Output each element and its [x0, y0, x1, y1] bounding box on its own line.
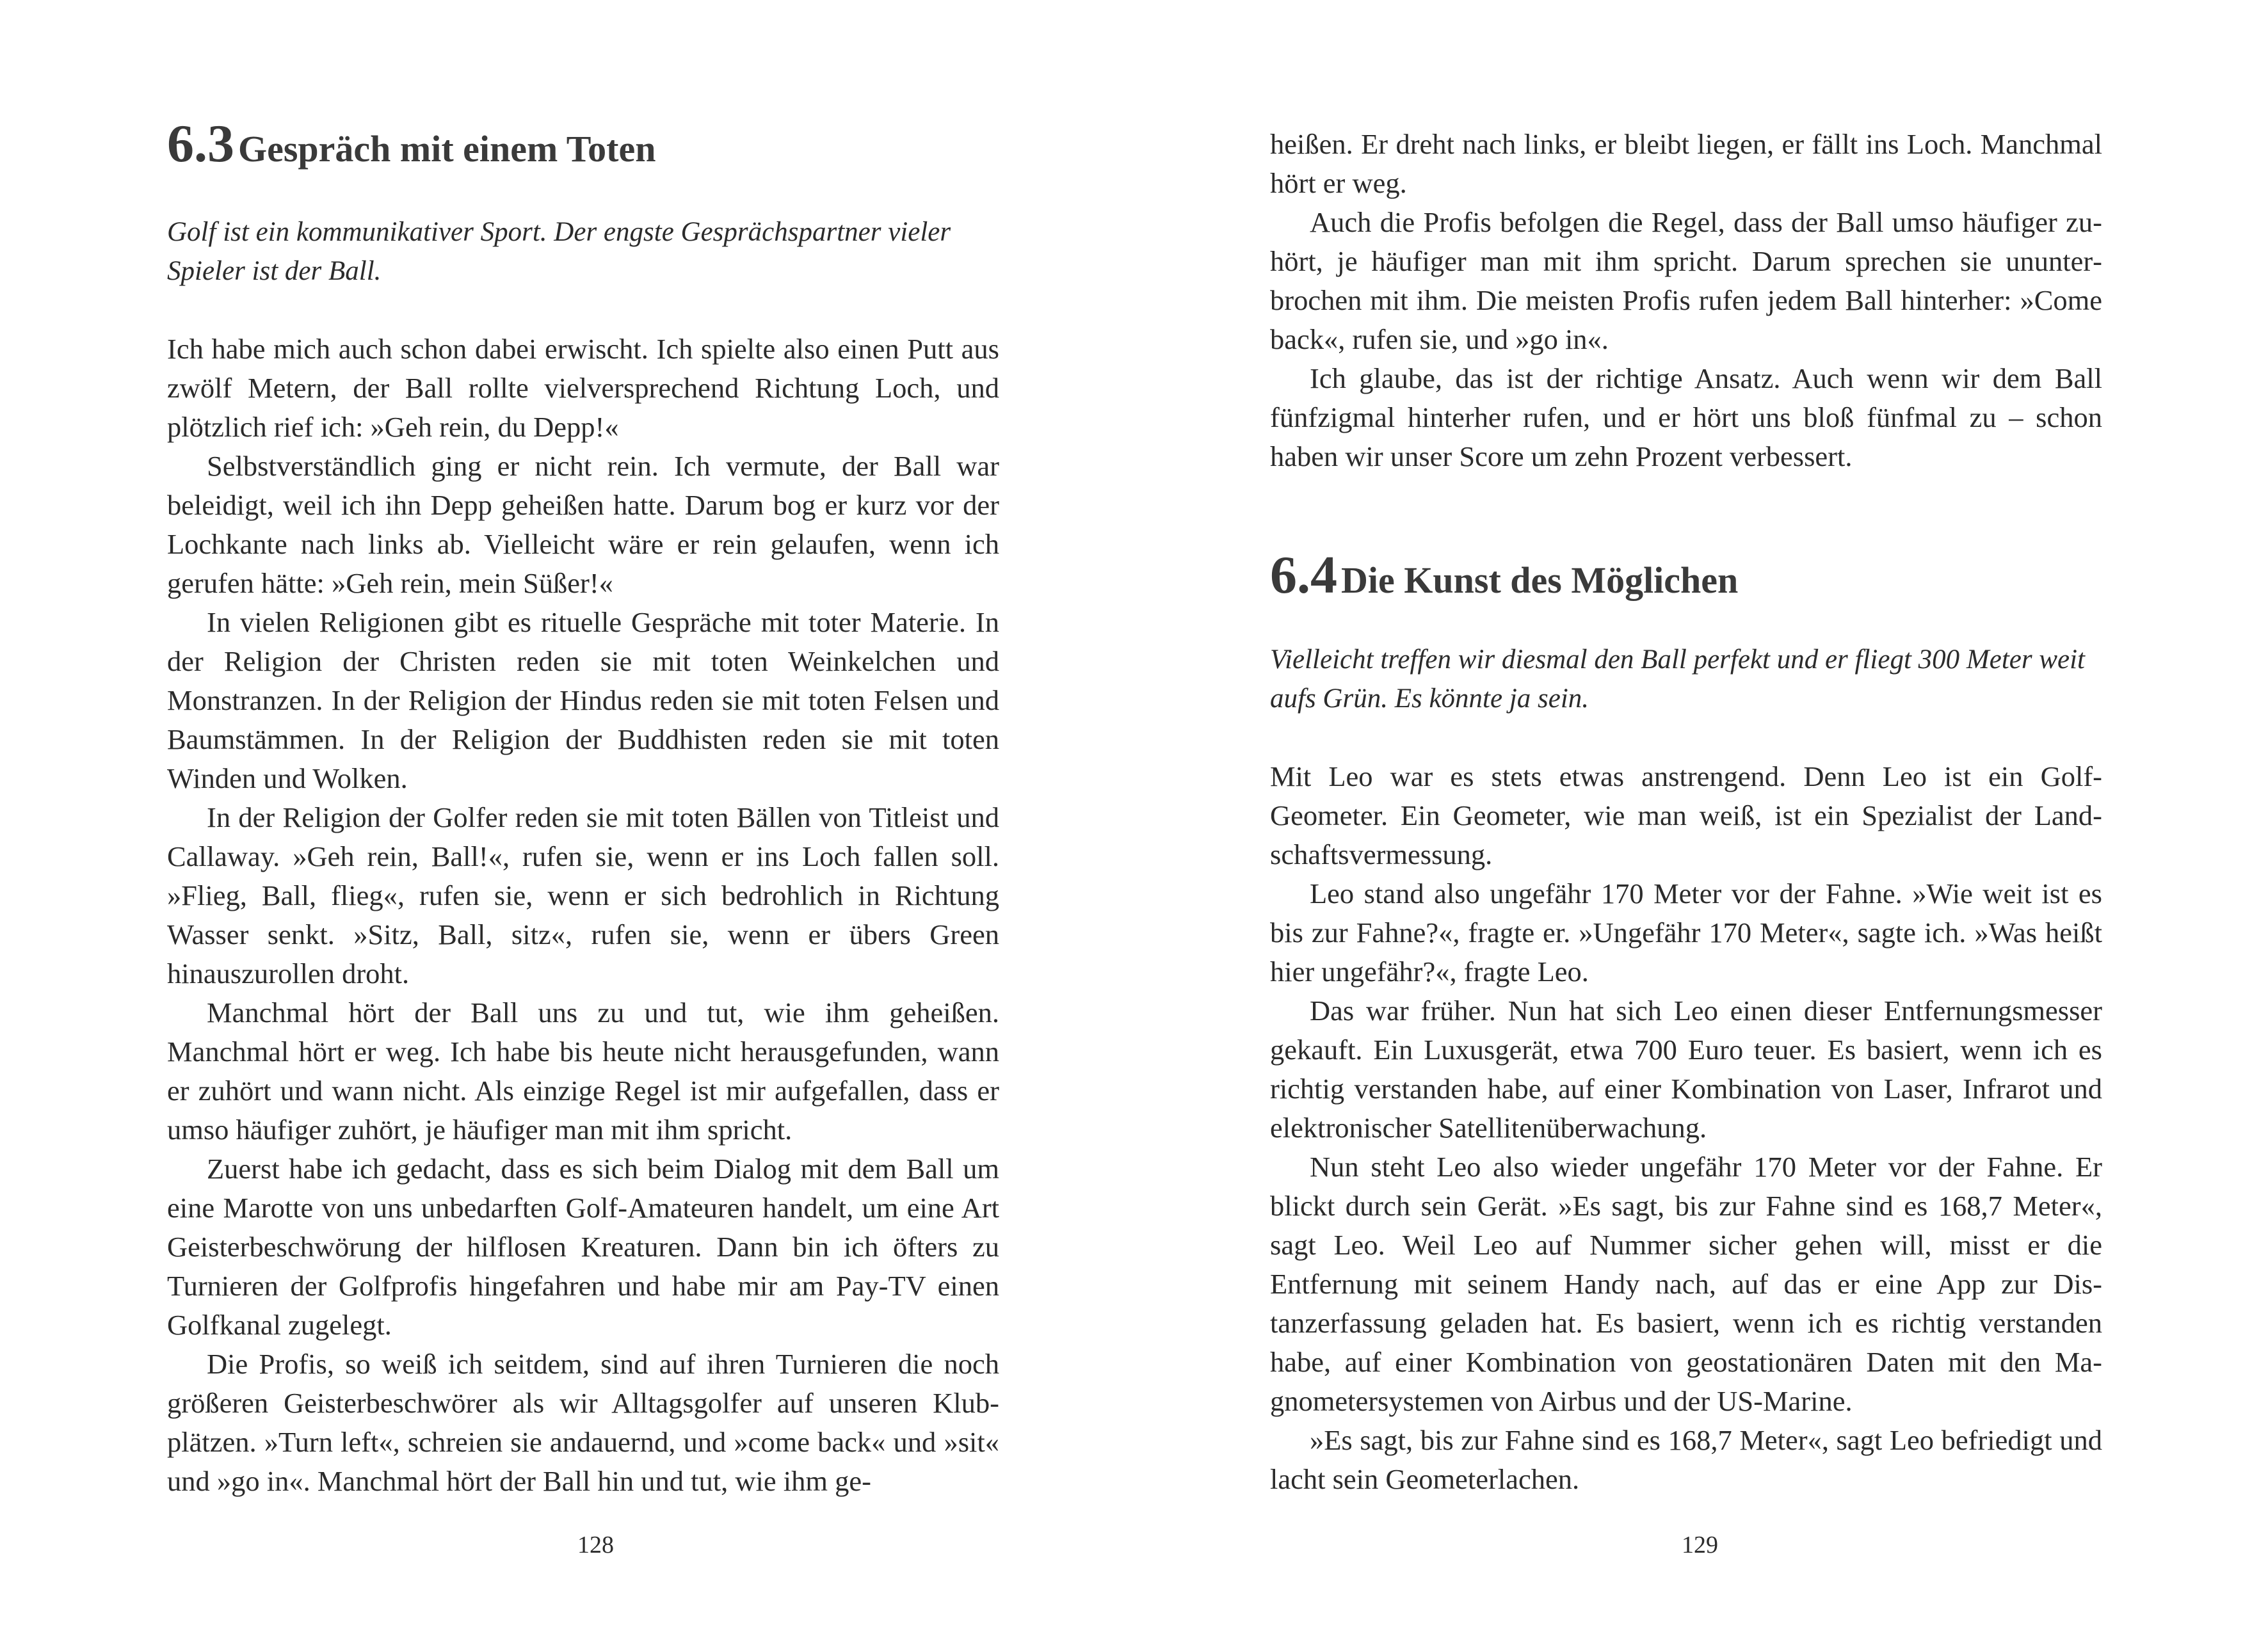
- paragraph: Selbstverständlich ging er nicht rein. Ich vermute, der Ball war beleidigt, weil ich ihn Depp geheißen hatte. Darum bog er kurz vor der Lochkante nach links ab. Vielleicht wäre er rein gelaufen, wenn ich gerufen hätte: »Geh rein, mein Süßer!«: [167, 449, 999, 599]
- left-text-column: [167, 112, 999, 1501]
- right-page: [1134, 0, 2268, 1625]
- section-number: 6.4: [1270, 545, 1337, 605]
- section-number: 6.3: [167, 114, 234, 173]
- paragraph: Die Profis, so weiß ich seitdem, sind auf ihren Turnieren die noch größeren Geisterbeschwörer als wir Alltagsgolfer auf unseren Klubplätzen. »Turn left«, schreien sie andauernd, und »come back« und »sit« und »go in«. Manchmal hört der Ball hin und tut, wie ihm ge-: [167, 1347, 999, 1497]
- section-lead: Golf ist ein kommunikativer Sport. Der engste Gesprächspartner vieler Spieler ist der Ball.: [167, 216, 951, 286]
- page-number: 128: [577, 1532, 614, 1558]
- paragraph: Zuerst habe ich gedacht, dass es sich beim Dialog mit dem Ball um eine Marotte von uns unbedarften Golf-Amateuren handelt, um eine Art Geisterbeschwörung der hilflosen Kreaturen. Dann bin ich öfters zu Turnieren der Golfprofis hingefahren und habe mir am Pay-TV einen Golfkanal zugelegt.: [167, 1152, 999, 1341]
- section-lead: Vielleicht treffen wir diesmal den Ball perfekt und er fliegt 300 Meter weit aufs Grün. Es könnte ja sein.: [1270, 644, 2085, 714]
- paragraph: Nun steht Leo also wieder ungefähr 170 Meter vor der Fahne. Er blickt durch sein Gerät. »Es sagt, bis zur Fahne sind es 168,7 Meter«, sagt Leo. Weil Leo auf Nummer sicher gehen will, misst er die Entfernung mit seinem Handy nach, auf das er eine App zur Distanzerfassung geladen hat. Es basiert, wenn ich es richtig verstanden habe, auf einer Kombination von geostationären Daten mit den Magnometersystemen von Airbus und der US-Marine.: [1270, 1150, 2102, 1417]
- page-number: 129: [1682, 1532, 1718, 1558]
- paragraph: Ich habe mich auch schon dabei erwischt. Ich spielte also einen Putt aus zwölf Metern, der Ball rollte vielversprechend Richtung Loch, und plötzlich rief ich: »Geh rein, du Depp!«: [167, 332, 999, 443]
- paragraph: »Es sagt, bis zur Fahne sind es 168,7 Meter«, sagt Leo befriedigt und lacht sein Geometerlachen.: [1270, 1423, 2102, 1495]
- section-title: Die Kunst des Möglichen: [1341, 559, 1739, 601]
- paragraph: Manchmal hört der Ball uns zu und tut, wie ihm geheißen. Manchmal hört er weg. Ich habe bis heute nicht herausgefunden, wann er zuhört und wann nicht. Als einzige Regel ist mir aufgefallen, dass er umso häufiger zuhört, je häufiger man mit ihm spricht.: [167, 996, 999, 1146]
- paragraph: Auch die Profis befolgen die Regel, dass der Ball umso häufiger zuhört, je häufiger man mit ihm spricht. Darum sprechen sie ununterbrochen mit ihm. Die meisten Profis rufen jedem Ball hinterher: »Come back«, rufen sie, und »go in«.: [1270, 206, 2102, 355]
- section-title: Gespräch mit einem Toten: [238, 128, 656, 170]
- paragraph: In der Religion der Golfer reden sie mit toten Bällen von Titleist und Callaway. »Geh rein, Ball!«, rufen sie, wenn er ins Loch fallen soll. »Flieg, Ball, flieg«, rufen sie, wenn er sich bedrohlich in Richtung Wasser senkt. »Sitz, Ball, sitz«, rufen sie, wenn er übers Green hinauszurollen droht.: [167, 801, 999, 989]
- paragraph: Ich glaube, das ist der richtige Ansatz. Auch wenn wir dem Ball fünfzigmal hinterher rufen, und er hört uns bloß fünfmal zu – schon haben wir unser Score um zehn Prozent verbessert.: [1270, 362, 2102, 472]
- paragraph: heißen. Er dreht nach links, er bleibt liegen, er fällt ins Loch. Manchmal hört er weg.: [1270, 128, 2102, 199]
- section-heading-6-4: [1270, 543, 2102, 608]
- right-text-column: [1270, 125, 2102, 1499]
- paragraph: Leo stand also ungefähr 170 Meter vor der Fahne. »Wie weit ist es bis zur Fahne?«, fragte er. »Ungefähr 170 Meter«, sagte ich. »Was heißt hier ungefähr?«, fragte Leo.: [1270, 877, 2102, 988]
- paragraph: Mit Leo war es stets etwas anstrengend. Denn Leo ist ein Golf-Geometer. Ein Geometer, wie man weiß, ist ein Spezialist der Landschaftsvermessung.: [1270, 760, 2102, 870]
- paragraph: Das war früher. Nun hat sich Leo einen dieser Entfernungsmesser gekauft. Ein Luxusgerät, etwa 700 Euro teuer. Es basiert, wenn ich es richtig verstanden habe, auf einer Kombination von Laser, Infrarot und elektronischer Satellitenüberwachung.: [1270, 994, 2102, 1144]
- paragraph: In vielen Religionen gibt es rituelle Gespräche mit toter Materie. In der Religion der Christen reden sie mit toten Weinkelchen und Monstranzen. In der Religion der Hindus reden sie mit toten Felsen und Baumstämmen. In der Religion der Buddhisten reden sie mit toten Winden und Wolken.: [167, 605, 999, 794]
- section-heading-6-3: [167, 112, 999, 177]
